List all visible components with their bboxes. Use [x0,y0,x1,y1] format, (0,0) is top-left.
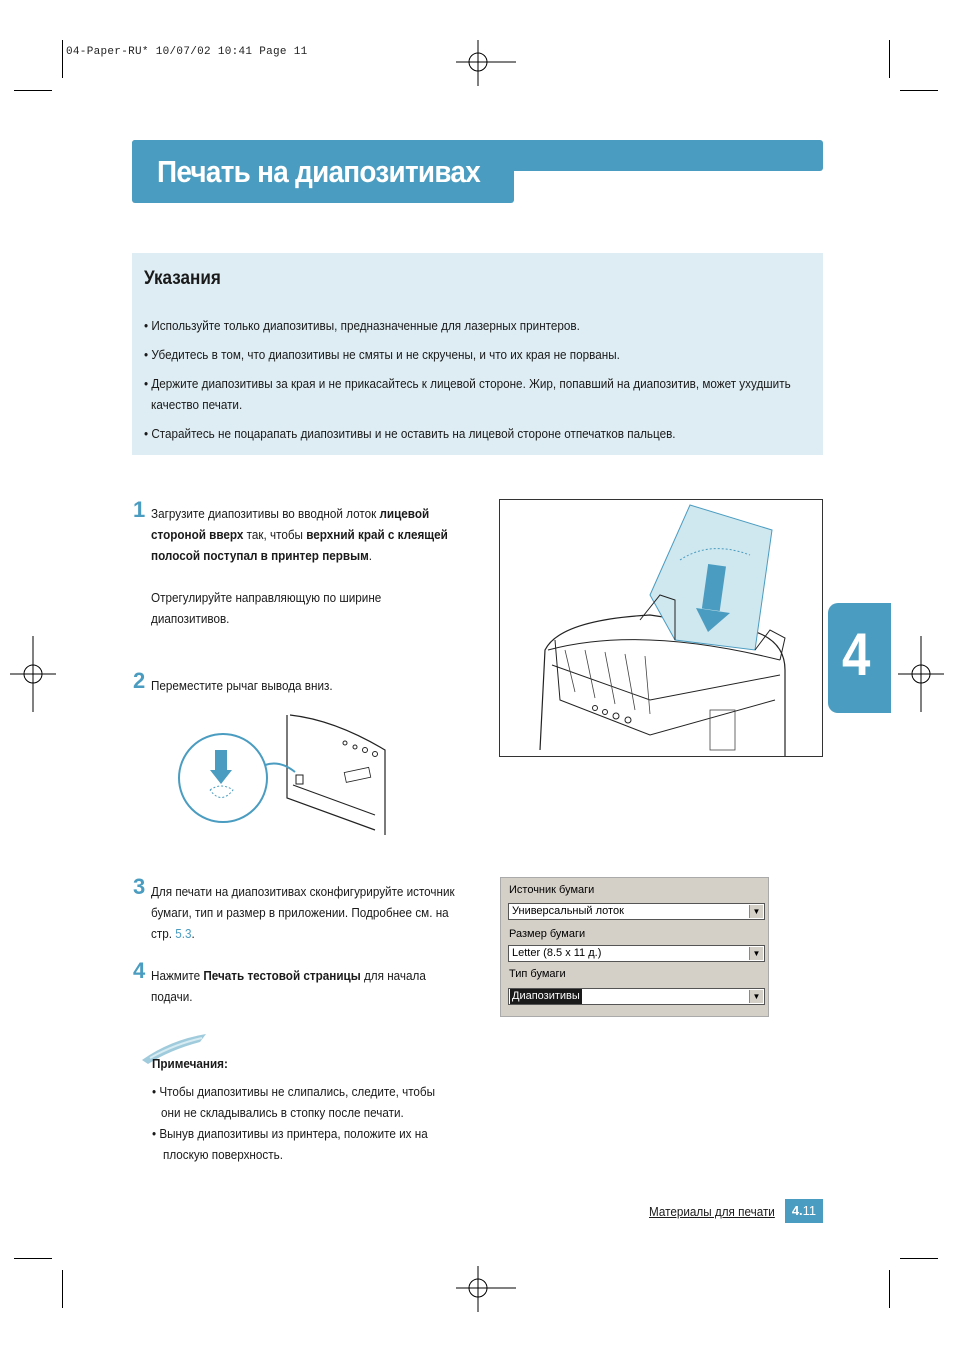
footer-section-title: Материалы для печати [649,1204,775,1219]
guideline-item: • Старайтесь не поцарапать диапозитивы и не оставить на лицевой стороне отпечатков пальцев. [144,426,676,441]
step-number: 3 [133,874,146,899]
step-number: 2 [133,668,146,693]
guidelines-heading: Указания [144,268,221,289]
step-number: 4 [133,958,146,983]
remark-item: • Чтобы диапозитивы не слипались, следите, чтобы [152,1084,436,1099]
guideline-item: • Используйте только диапозитивы, предназначенные для лазерных принтеров. [144,318,580,333]
remark-item: • Вынув диапозитивы из принтера, положите их на [152,1126,428,1141]
guideline-item-cont: качество печати. [151,397,243,412]
printer-loading-figure [499,499,823,757]
source-select[interactable]: Универсальный лоток ▼ [508,903,765,920]
page-title: Печать на диапозитивах [157,154,481,189]
print-slug: 04-Paper-RU* 10/07/02 10:41 Page 11 [66,46,308,58]
page-link[interactable]: 5.3 [175,926,192,941]
type-select[interactable]: Диапозитивы ▼ [508,988,765,1005]
dropdown-arrow-icon[interactable]: ▼ [749,905,763,918]
source-label: Источник бумаги [509,884,595,896]
chapter-number: 4 [842,621,871,688]
step-number: 1 [133,497,146,522]
guideline-item: • Держите диапозитивы за края и не прикасайтесь к лицевой стороне. Жир, попавший на диапозитив, может ухудшить [144,376,791,391]
dropdown-arrow-icon[interactable]: ▼ [749,990,763,1003]
size-label: Размер бумаги [509,928,586,940]
step-4-text: Нажмите Печать тестовой страницы для начала подачи. [151,968,426,1004]
step-3-text: Для печати на диапозитивах сконфигурируйте источник бумаги, тип и размер в приложении. Подробнее см. на стр. 5.3. [151,884,455,941]
page-number: 4.11 [785,1199,823,1223]
step-1-text: Загрузите диапозитивы во вводной лоток лицевой стороной вверх так, чтобы верхний край с клеящей полосой поступал в принтер первым. [151,506,448,563]
remarks-heading: Примечания: [152,1056,228,1071]
output-lever-figure [175,710,395,835]
step-2-text: Переместите рычаг вывода вниз. [151,678,333,693]
step-1-extra: Отрегулируйте направляющую по ширине диапозитивов. [151,590,382,626]
guideline-item: • Убедитесь в том, что диапозитивы не смяты и не скручены, и что их края не порваны. [144,347,620,362]
remark-item-cont: они не складывались в стопку после печати. [161,1105,404,1120]
size-select[interactable]: Letter (8.5 x 11 д.) ▼ [508,945,765,962]
paper-settings-dialog [500,877,769,1017]
remark-item-cont: плоскую поверхность. [163,1147,283,1162]
type-label: Тип бумаги [509,968,566,980]
dropdown-arrow-icon[interactable]: ▼ [749,947,763,960]
